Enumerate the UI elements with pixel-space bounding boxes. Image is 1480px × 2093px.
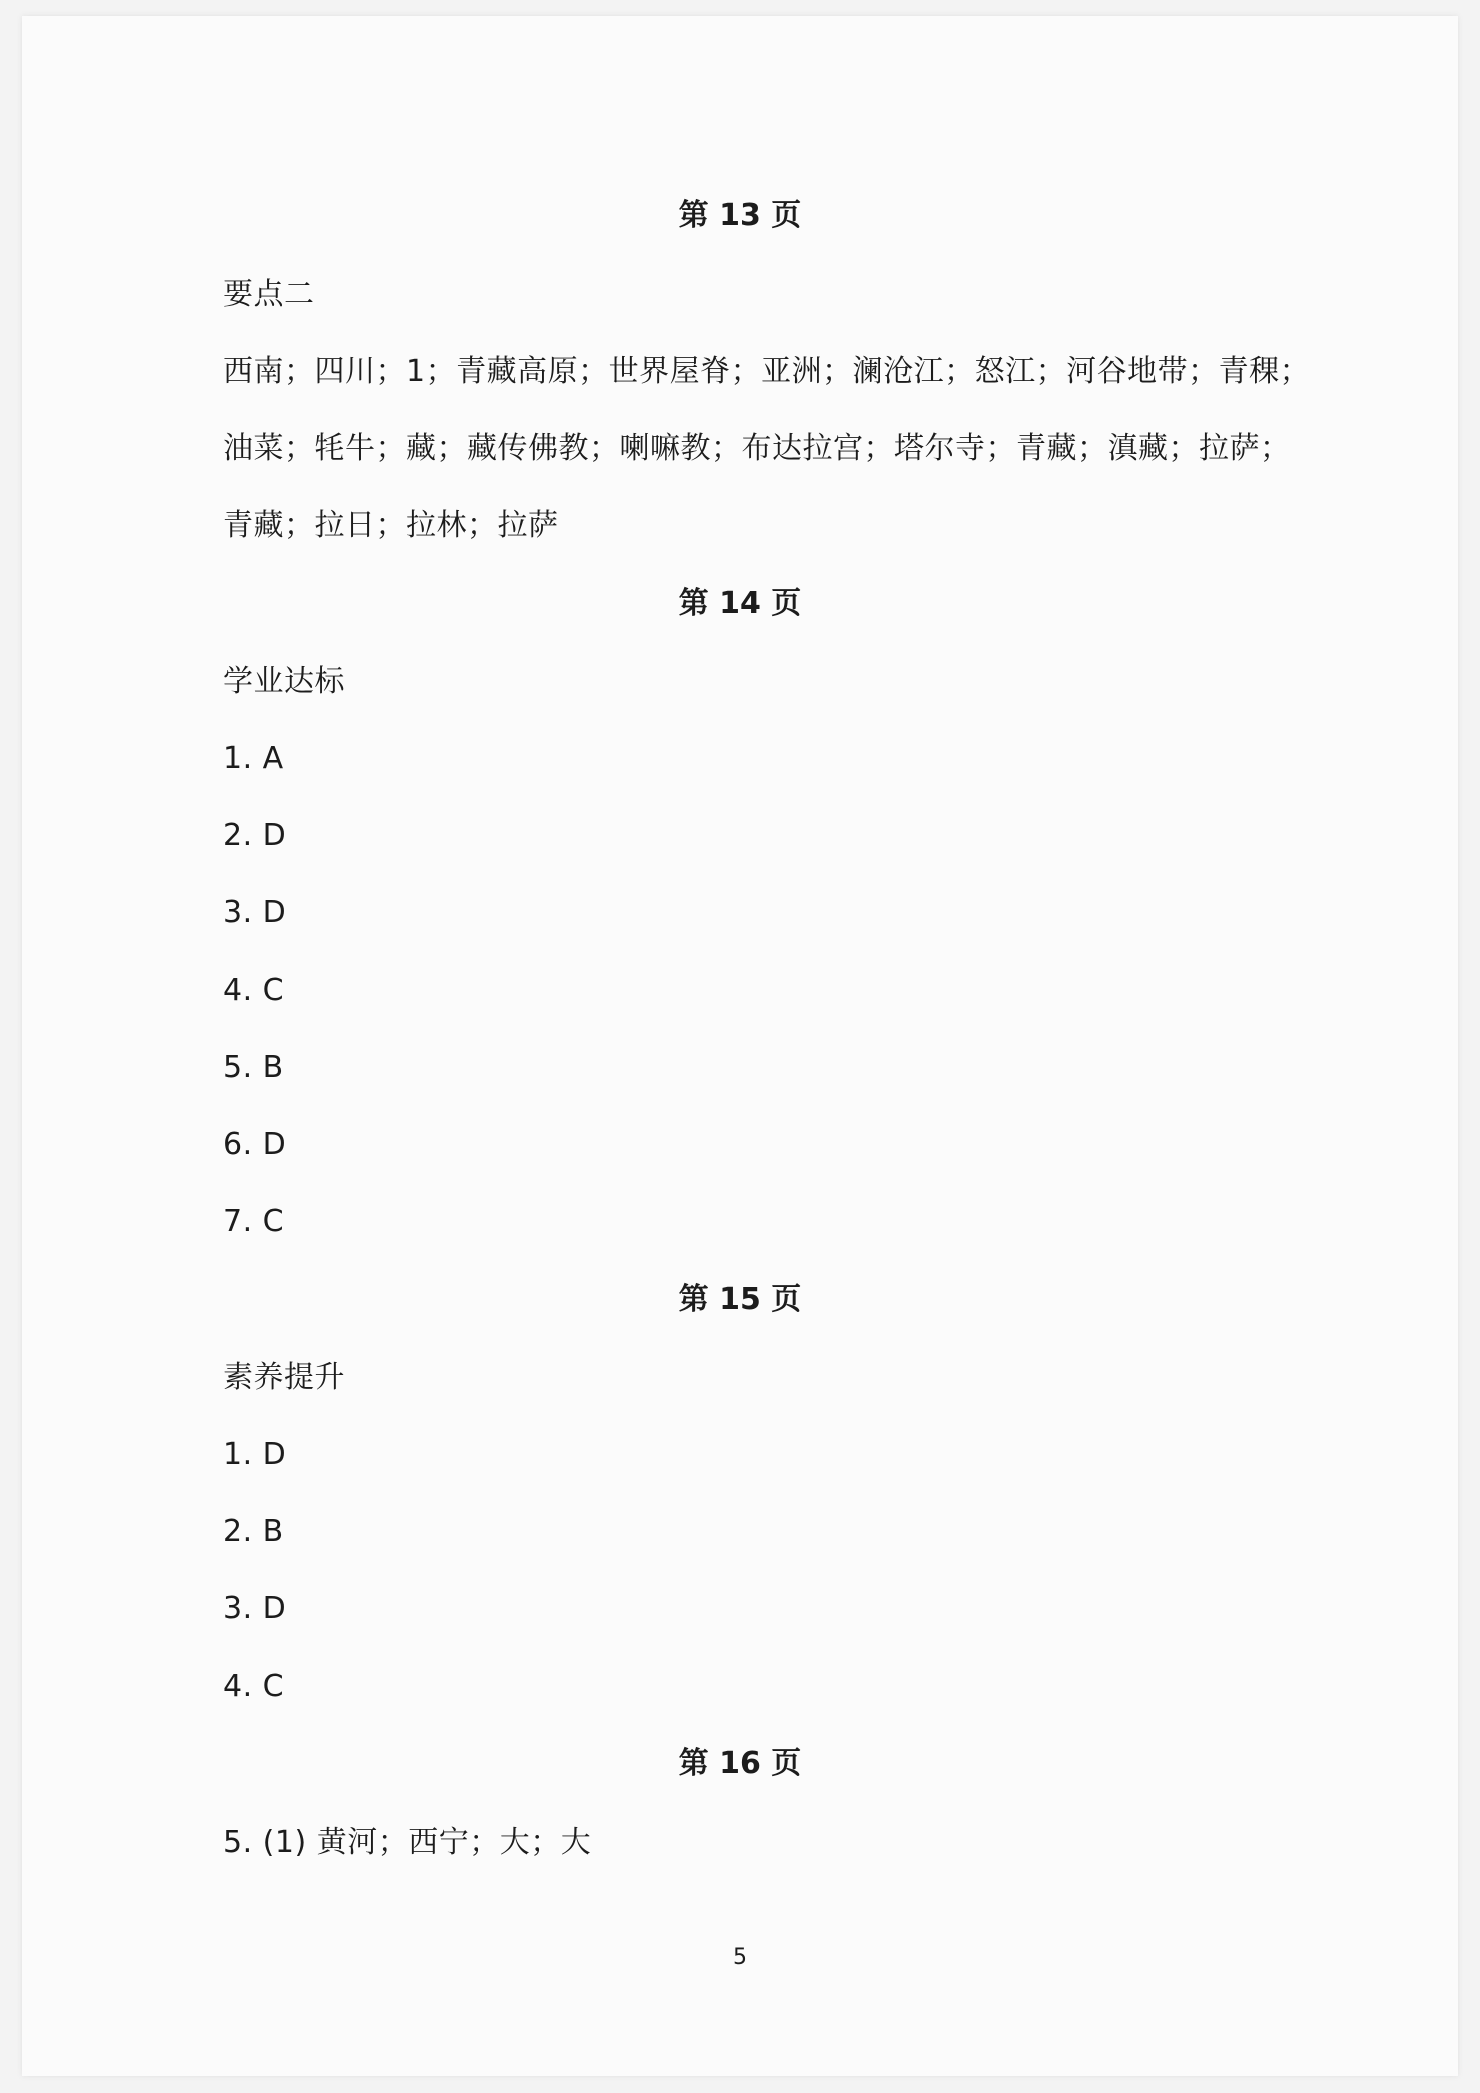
answer-line: 1. A <box>223 741 284 776</box>
answer-line: 4. C <box>223 973 285 1008</box>
section-heading-16: 第 16 页 <box>678 1746 802 1781</box>
answer-line: 3. D <box>223 895 287 930</box>
page-number: 5 <box>733 1945 747 1970</box>
section-subtitle: 学业达标 <box>223 664 345 699</box>
answer-line: 油菜；牦牛；藏；藏传佛教；喇嘛教；布达拉宫；塔尔寺；青藏；滇藏；拉萨； <box>223 431 1291 466</box>
answer-line: 2. B <box>223 1514 284 1549</box>
answer-line: 西南；四川；1；青藏高原；世界屋脊；亚洲；澜沧江；怒江；河谷地带；青稞； <box>223 354 1311 389</box>
answer-line: 5. (1) 黄河；西宁；大；大 <box>223 1825 592 1860</box>
answer-line: 青藏；拉日；拉林；拉萨 <box>223 508 559 543</box>
answer-line: 1. D <box>223 1437 287 1472</box>
section-subtitle: 素养提升 <box>223 1360 345 1395</box>
answer-line: 7. C <box>223 1204 285 1239</box>
section-heading-15: 第 15 页 <box>678 1282 802 1317</box>
section-subtitle: 要点二 <box>223 277 315 312</box>
answer-line: 4. C <box>223 1669 285 1704</box>
answer-line: 2. D <box>223 818 287 853</box>
section-heading-14: 第 14 页 <box>678 586 802 621</box>
answer-line: 5. B <box>223 1050 284 1085</box>
answer-line: 6. D <box>223 1127 287 1162</box>
answer-line: 3. D <box>223 1591 287 1626</box>
section-heading-13: 第 13 页 <box>678 198 802 233</box>
